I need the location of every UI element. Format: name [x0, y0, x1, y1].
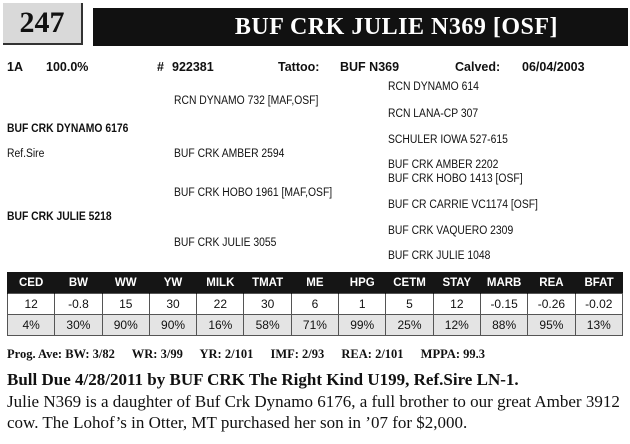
epd-value: 22: [197, 294, 244, 315]
progeny-averages: [7, 347, 499, 362]
epd-percentile: 16%: [197, 315, 244, 336]
sire-sire: RCN DYNAMO 732 [MAF,OSF]: [174, 95, 319, 107]
reg-number: 922381: [172, 60, 214, 74]
ggp-1: RCN DYNAMO 614: [388, 81, 479, 93]
ggp-2: RCN LANA-CP 307: [388, 108, 479, 120]
ggp-8: BUF CRK JULIE 1048: [388, 250, 491, 262]
sire-note: Ref.Sire: [7, 148, 45, 160]
epd-header: HPG: [339, 272, 386, 294]
progeny-wr: WR: 3/99: [131, 347, 183, 361]
epd-percentile: 12%: [433, 315, 480, 336]
tattoo-label: Tattoo:: [278, 60, 320, 74]
epd-percentile: 25%: [386, 315, 433, 336]
epd-header: ME: [291, 272, 338, 294]
reg-label: #: [157, 60, 164, 74]
epd-value: 12: [433, 294, 480, 315]
epd-percentile-row: [8, 315, 623, 336]
epd-value: -0.02: [575, 294, 622, 315]
epd-percentile: 90%: [149, 315, 196, 336]
epd-header-row: [8, 272, 623, 294]
epd-percentile: 4%: [8, 315, 55, 336]
sire-dam: BUF CRK AMBER 2594: [174, 148, 285, 160]
notes-headline: Bull Due 4/28/2011 by BUF CRK The Right Kind U199, Ref.Sire LN-1.: [7, 370, 519, 389]
epd-value: -0.8: [55, 294, 102, 315]
ggp-5: BUF CRK HOBO 1413 [OSF]: [388, 173, 523, 185]
ggp-4: BUF CRK AMBER 2202: [388, 159, 499, 171]
epd-percentile: 88%: [480, 315, 527, 336]
lot-number: 247: [3, 3, 83, 45]
tattoo-value: BUF N369: [340, 60, 400, 74]
epd-value: 6: [291, 294, 338, 315]
epd-value: 1: [339, 294, 386, 315]
epd-table: [7, 272, 623, 336]
progeny-yr: YR: 2/101: [199, 347, 254, 361]
epd-value: 30: [149, 294, 196, 315]
epd-header: MILK: [197, 272, 244, 294]
info-code: 1A: [7, 60, 23, 74]
epd-percentile: 95%: [528, 315, 575, 336]
epd-percentile: 71%: [291, 315, 338, 336]
ggp-3: SCHULER IOWA 527-615: [388, 134, 508, 146]
epd-header: BFAT: [575, 272, 622, 294]
epd-header: WW: [102, 272, 149, 294]
ggp-6: BUF CR CARRIE VC1174 [OSF]: [388, 199, 538, 211]
progeny-bw: Prog. Ave: BW: 3/82: [7, 347, 115, 361]
epd-value: -0.26: [528, 294, 575, 315]
progeny-rea: REA: 2/101: [341, 347, 404, 361]
epd-percentile: 30%: [55, 315, 102, 336]
epd-value: 15: [102, 294, 149, 315]
notes-body: Julie N369 is a daughter of Buf Crk Dynamo 6176, a full brother to our great Amber 3912 cow. The Lohof’s in Otter, MT purchased her son in ’07 for $2,000.: [7, 392, 620, 432]
epd-value: 5: [386, 294, 433, 315]
progeny-imf: IMF: 2/93: [270, 347, 325, 361]
epd-value: 12: [8, 294, 55, 315]
progeny-mppa: MPPA: 99.3: [420, 347, 486, 361]
epd-header: REA: [528, 272, 575, 294]
epd-header: BW: [55, 272, 102, 294]
ggp-7: BUF CRK VAQUERO 2309: [388, 225, 514, 237]
sire-name: BUF CRK DYNAMO 6176: [7, 123, 129, 135]
epd-header: TMAT: [244, 272, 291, 294]
epd-header: MARB: [480, 272, 527, 294]
calved-label: Calved:: [455, 60, 501, 74]
epd-percentile: 58%: [244, 315, 291, 336]
dam-dam: BUF CRK JULIE 3055: [174, 237, 277, 249]
calved-value: 06/04/2003: [522, 60, 585, 74]
epd-percentile: 13%: [575, 315, 622, 336]
dam-sire: BUF CRK HOBO 1961 [MAF,OSF]: [174, 187, 333, 199]
epd-header: CED: [8, 272, 55, 294]
epd-value-row: [8, 294, 623, 315]
animal-name: BUF CRK JULIE N369 [OSF]: [93, 8, 628, 46]
dam-name: BUF CRK JULIE 5218: [7, 211, 112, 223]
epd-value: -0.15: [480, 294, 527, 315]
epd-value: 30: [244, 294, 291, 315]
epd-percentile: 99%: [339, 315, 386, 336]
epd-header: YW: [149, 272, 196, 294]
epd-header: STAY: [433, 272, 480, 294]
epd-percentile: 90%: [102, 315, 149, 336]
info-percent: 100.0%: [46, 60, 89, 74]
epd-header: CETM: [386, 272, 433, 294]
